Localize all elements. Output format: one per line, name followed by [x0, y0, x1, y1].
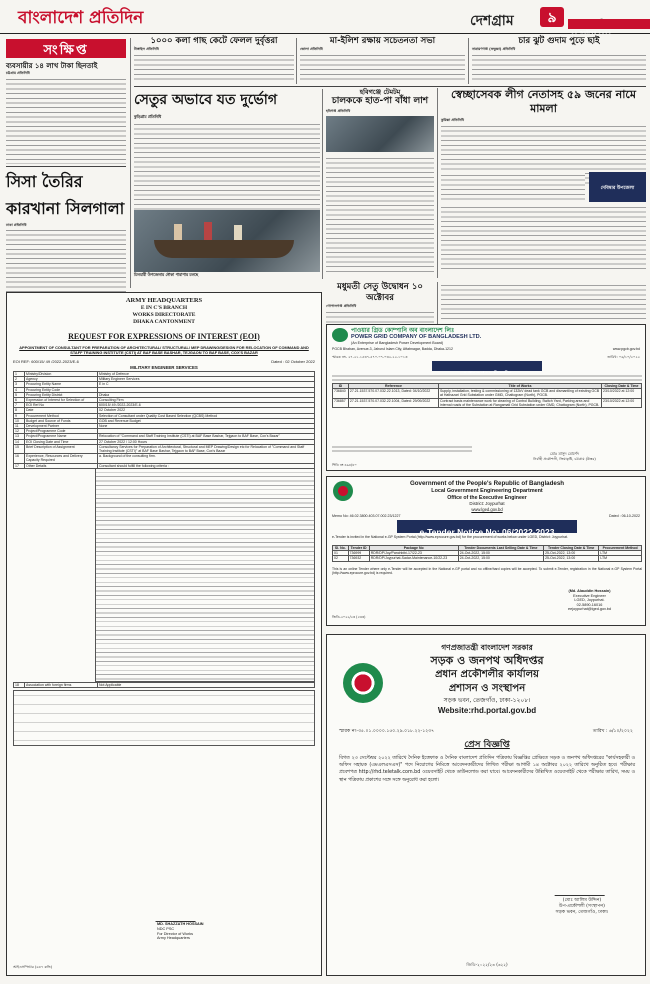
eoi-row-label: Other Details: [25, 463, 98, 468]
lged-dept: Local Government Engineering Department: [431, 487, 543, 494]
eoi-row-label: Development Partner: [25, 424, 98, 429]
eoi-ref: EOI REF: 600/15/ 49 /2022-2023/E-6: [13, 359, 79, 364]
pgcb-banner: [432, 361, 542, 371]
pgcb-signer: মোঃ মাসুদ মোর্শেদ: [550, 451, 579, 456]
signature-scribble: [554, 885, 609, 896]
story-body: [134, 52, 294, 80]
pgcb-column-header: ID: [333, 384, 349, 389]
eoi-row-number: 7: [14, 403, 25, 408]
pgcb-column-header: Closing Date & Time: [602, 384, 642, 389]
story2-byline: হবিগঞ্জ প্রতিনিধি: [326, 109, 351, 113]
eoi-table-row: [14, 434, 315, 439]
pgcb-date: তারিখ: ০৬/১০/২০২২: [607, 355, 640, 359]
story3-byline: কুমিল্লা প্রতিনিধি: [441, 118, 465, 122]
lged-phone: 02-5890-16016: [576, 602, 603, 607]
headline: ১০০০ কলা গাছ কেটে ফেলল দুর্বৃত্তরা: [150, 36, 278, 46]
story3-body-left: [441, 172, 585, 202]
lead-photo: [134, 210, 320, 272]
eoi-row-label: Agency: [25, 377, 98, 382]
pgcb-cell: Supply, installation, testing & commissioning of 132kV dead tank GCB and dismantling of existing GCB at Hathazari Grid Substation under GMD, Chattogram (North), PGCB.: [439, 389, 602, 398]
story3-badge: দেবিদ্বার উপজেলা: [589, 172, 646, 202]
lged-cell: 24-Oct-2022, 15:00: [458, 556, 543, 561]
lged-web: www.lged.gov.bd: [471, 506, 503, 512]
eoi-row-number: 4: [14, 387, 25, 392]
eoi-table-title: MILITARY ENGINEER SERVICES: [130, 365, 198, 370]
lged-cell: 02: [333, 556, 349, 561]
association-row: 18 Association with foreign firms Not Applicable: [13, 682, 315, 688]
lged-column-header: Tender Closing Date & Time: [544, 546, 599, 551]
brief-item-title: ব্যবসায়ীর ১৪ লাখ টাকা ছিনতাই: [6, 62, 98, 70]
pgcb-cell: 23/10/2022 at 12:00: [602, 398, 642, 407]
eoi-row-number: 10: [14, 418, 25, 423]
army-org-2: E IN C'S BRANCH: [140, 305, 188, 311]
lged-ad: [326, 476, 646, 626]
army-org-3: WORKS DIRECTORATE: [132, 312, 196, 318]
rhd-dept: সড়ক ও জনপথ অধিদপ্তর: [430, 654, 544, 667]
story3-body-lower: [441, 204, 646, 272]
pgcb-signer-title: নির্বাহী প্রকৌশলী, ক্রিয়াকৃষ্টি, চট্টগ্রাম (উত্তর): [533, 457, 596, 461]
eoi-subject: APPOINTMENT OF CONSULTANT FOR PREPARATION OF ARCHITECTURAL/ STRUCTURAL/ MEP DRAWING/DESIGN FOR RELOCATION OF COMMAND AND STAFF TRAINING INSTITUTE (CSTI) AT BAF BASE BASHAR, TEJGAON TO BAF BASE, COX'S BAZAR: [19, 345, 309, 355]
power-grid-ad: [326, 324, 646, 471]
eoi-row-number: 17: [14, 463, 25, 468]
lged-column-header: Procurement Method: [599, 546, 642, 551]
lged-column-header: Package No: [369, 546, 458, 551]
eoi-row-label: Project/Programme Code: [25, 429, 98, 434]
top-story-1: [134, 36, 294, 84]
pgcb-footnote: [332, 444, 472, 452]
eoi-row-label: EOI Closing Date and Time: [25, 439, 98, 444]
eoi-row-label: Ministry/Division: [25, 372, 98, 377]
pgcb-cell: 27.21.1537.570.07.032.22.1004, Dated: 29/09/2022: [348, 398, 438, 407]
lged-cell: 01: [333, 551, 349, 556]
association-value: Not Applicable: [98, 682, 315, 687]
lged-tag: জিডি-২০২২/২৩ (২৩৩): [332, 615, 366, 619]
eoi-row-label: Date: [25, 408, 98, 413]
army-org-4: DHAKA CANTONMENT: [133, 319, 195, 325]
eoi-row-label: Brief Description of Assignment: [25, 444, 98, 453]
eoi-row-number: 12: [14, 429, 25, 434]
pgcb-web: www.pgcb.gov.bd: [612, 347, 640, 351]
eoi-heading: REQUEST FOR EXPRESSIONS OF INTEREST (EOI): [68, 332, 260, 341]
pgcb-address: PGCB Bhaban, Avenue-3, Jahurul Islam City, Aftabnagar, Badda, Dhaka-1212: [332, 347, 453, 351]
eoi-row-number: 13: [14, 434, 25, 439]
lged-district: District: Joypurhat: [469, 501, 505, 506]
logo-text: বাংলাদেশ প্রতিদিন: [18, 8, 144, 28]
eoi-row-label: Procuring Entity Name: [25, 382, 98, 387]
signer-role: Army Headquarters: [157, 936, 190, 941]
army-signature-block: [157, 913, 307, 968]
pgcb-name-bn: পাওয়ার গ্রিড কোম্পানি অব বাংলাদেশ লিঃ: [351, 327, 455, 334]
eoi-table-row: [14, 454, 315, 463]
brief-item-body: [6, 76, 126, 164]
eoi-row-value: Consultant should fulfill the following criteria :: [98, 463, 315, 468]
lged-cell: RDR/DP/Joypurhat-Sadar-Maintenance-10/22-23: [369, 556, 458, 561]
page-number-badge: ৯: [540, 7, 564, 27]
lged-office: Office of the Executive Engineer: [447, 494, 527, 501]
lged-date: Dated : 06-10-2022: [609, 514, 640, 518]
rhd-body: বিগত ২৩ সেপ্টেম্বর ২০২২ তারিখে দৈনিক ইত্তেফাক ও দৈনিক বাংলাদেশ প্রতিদিন পত্রিকায় বিজ্ঞপ্তির প্রেক্ষিতে সড়ক ও জনপথ অধিদপ্তরের "কার্যসহকারী ও অফিস সহায়ক (এমএলএসএস)" পদে নিয়োগের নিমিত্তে আবেদনকারীদের লিখিত পরীক্ষা আগামী ১৪ অক্টোবর ২০২২ তারিখে অনুষ্ঠিত হবে। পরীক্ষার প্রবেশপত্র http://rhd.teletalk.com.bd ওয়েবসাইট থেকে ডাউনলোড করা যাবে। আবেদনকারীদের উল্লিখিত ওয়েবসাইট থেকে পরীক্ষার তারিখ, সময় ও স্থান পত্রিকায় প্রকাশের সঙ্গে সঙ্গে অনুরোধ করা হলো।: [339, 756, 635, 783]
lged-signer-office: LGED, Joypurhat.: [574, 598, 605, 603]
rhd-tag: জিডি-২০২২/২৩ (৩২২): [466, 962, 508, 967]
eoi-table-row: [14, 444, 315, 453]
lead-caption: চিলমারী উপজেলার নৌকা পারাপার চলছে: [134, 272, 199, 277]
pgcb-cell: 736857: [333, 398, 349, 407]
newspaper-logo: [18, 6, 188, 30]
eoi-row-number: 16: [14, 454, 25, 463]
byline: নারায়ণগঞ্জ (ফতুল্লা) প্রতিনিধি: [472, 47, 516, 51]
eoi-row-value: GOB and Revenue Budget: [98, 418, 315, 423]
eoi-row-value: a. Background of the consulting firm.: [98, 454, 315, 463]
lged-note: This is an online Tender where only e-Tender will be accepted in the National e-GP portal and no offline/hard copies will be accepted. To submit e-Tender, registration in the National e-GP System Portal (http://www.eprocure.gov.bd) is required.: [332, 567, 642, 576]
lged-cell: LTM: [599, 551, 642, 556]
lead-body-right: [230, 121, 320, 207]
eoi-row-value: 600/15/ 49 /2022-2023/E-6: [98, 403, 315, 408]
eoi-row-label: Procurement Method: [25, 413, 98, 418]
rhd-memo: স্মারক নং-৩৫.০১.০০০০.১৫০.২৯.০১৮.২২-১২৩৭: [339, 729, 435, 734]
byline: টাঙ্গাইল প্রতিনিধি: [134, 47, 159, 51]
eoi-row-number: 11: [14, 424, 25, 429]
eoi-date: Dated : 02 October 2022: [271, 359, 315, 364]
pgcb-column-header: Reference: [348, 384, 438, 389]
brief-column: [6, 62, 126, 284]
lged-column-header: Tender ID: [348, 546, 369, 551]
eoi-row-number: 14: [14, 439, 25, 444]
lged-signer: (Md. Alauddin Hossain): [568, 589, 611, 593]
lead-headline: সেতুর অভাবে যত দুর্ভোগ: [134, 92, 278, 108]
signer-title: For Director of Works: [157, 931, 194, 936]
rhd-gov: গণপ্রজাতন্ত্রী বাংলাদেশ সরকার: [441, 643, 533, 652]
pgcb-intro: [332, 373, 642, 381]
lged-cell: 25-Oct-2022, 13:00: [544, 551, 599, 556]
eoi-row-value: E in C: [98, 382, 315, 387]
rhd-signer-name: (মোঃ আলিম উদ্দিন): [562, 898, 602, 903]
eoi-row-label: Budget and Source of Funds: [25, 418, 98, 423]
eoi-row-label: Project/Programme Name: [25, 434, 98, 439]
pgcb-logo-icon: [332, 328, 348, 342]
headline: মা-ইলিশ রক্ষায় সচেতনতা সভা: [329, 36, 436, 46]
army-footer-code: আইএসপিআর (৬৪৭ কভি): [13, 965, 53, 969]
story2-photo: [326, 116, 434, 152]
pgcb-memo: স্মারক নং- ২৭.২১.১৫৩৭.৫৭০.০৭.০৩২.২২.১০১৩: [332, 355, 408, 359]
pgcb-tender-row: [333, 398, 642, 407]
lged-email: eejoypurhat@lged.gov.bd: [567, 607, 612, 612]
lged-memo: Memo No: 46.02.3800.403.07.002.23/1227: [332, 514, 401, 518]
eoi-row-value: Relocation of "Command and Staff Training Institute (CSTI) at BAF Base Bashar, Tejgaon to BAF Base, Cox's Bazar": [98, 434, 315, 439]
story3-headline: স্বেচ্ছাসেবক লীগ নেতাসহ ৫৯ জনের নামে মামলা: [451, 88, 636, 115]
lged-signer-title: Executive Engineer: [573, 593, 606, 598]
eoi-row-label: EOI Ref No: [25, 403, 98, 408]
lged-cell: 736999: [348, 551, 369, 556]
lged-cell: 25-Oct-2022, 13:00: [544, 556, 599, 561]
eoi-row-label: Procuring Entity Code: [25, 387, 98, 392]
eoi-row-value: Consultancy Services for Preparation of Architectural, Structural and MEP Drawing/Design etc for Relocation of "Command and Staff Training Institute (CSTI)" at BAF Base Bashar, Tejgaon to BAF Base, Cox's Bazar: [98, 444, 315, 453]
lged-tender-table: [332, 545, 642, 562]
pgcb-name-en: POWER GRID COMPANY OF BANGLADESH LTD.: [351, 334, 482, 340]
masthead: [0, 0, 650, 34]
lged-column-header: Tender Documents Last Selling Date & Time: [458, 546, 543, 551]
lged-gov: Government of the People's Republic of Bangladesh: [409, 480, 565, 487]
eoi-row-value: Military Engineer Services: [98, 377, 315, 382]
story4-byline: গোপালগঞ্জ প্রতিনিধি: [326, 304, 357, 308]
story3-continued: [441, 282, 646, 320]
byline: ভোলা প্রতিনিধি: [300, 47, 323, 51]
eoi-row-number: 6: [14, 398, 25, 403]
lged-intro: e-Tender is invited in the National e-GP System Portal (http://www.eprocure.gov.bd) for the procurement of works below under LGED, District: Joypurhat.: [332, 535, 569, 539]
date-english: ২২ অক্টোবর ২০২২: [568, 19, 650, 29]
brief-item-title: সিসা তৈরির কারখানা সিলগালা: [6, 171, 125, 218]
rhd-date: তারিখ : ৬/১০/২০২২: [592, 729, 633, 734]
eoi-row-number: 9: [14, 413, 25, 418]
story3: [441, 88, 646, 278]
story2-kicker: হবিগঞ্জে টেমটম: [359, 88, 401, 96]
eoi-row-number: 1: [14, 372, 25, 377]
eoi-row-number: 8: [14, 408, 25, 413]
pgcb-tender-table: [332, 383, 642, 408]
eoi-row-value: 02 October 2022: [98, 408, 315, 413]
eoi-criteria-text: [95, 469, 315, 682]
signature-scribble: [155, 913, 198, 922]
lged-cell: LTM: [599, 556, 642, 561]
lged-cell: 736932: [348, 556, 369, 561]
story-body: [300, 52, 465, 80]
top-story-2: [300, 36, 465, 84]
eoi-row-number: 5: [14, 392, 25, 397]
eoi-row-label: Experience, Resources and Delivery Capacity Required: [25, 454, 98, 463]
pgcb-cell: Contract basis maintenance work for cleaning of Control Building, Switch Yard, Parking area and internal roads of the Substation at Rangamati Grid Substation under GMD, Chattogram (North), PGCB.: [439, 398, 602, 407]
eoi-row-label: Expression of Interest for Selection of: [25, 398, 98, 403]
brief-label: সংক্ষিপ্ত: [6, 39, 126, 58]
eoi-table: [13, 371, 315, 469]
story-body: [472, 52, 646, 80]
eoi-row-number: 15: [14, 444, 25, 453]
eoi-row-value: Ministry of Defence: [98, 372, 315, 377]
headline: চার ঝুট গুদাম পুড়ে ছাই: [518, 36, 600, 46]
rhd-office-2: প্রশাসন ও সংস্থাপন: [448, 683, 526, 694]
eoi-row-value: Consulting Firm: [98, 398, 315, 403]
eoi-row-value: 27 October 2022 / 12:00 Hours: [98, 439, 315, 444]
eoi-row-value: Dhaka: [98, 392, 315, 397]
section-title: দেশগ্রাম: [470, 13, 514, 29]
army-eoi-ad: [6, 292, 322, 976]
rhd-address: সড়ক ভবন, তেজগাঁও, ঢাকা-১২০৮।: [443, 697, 531, 704]
army-org-1: ARMY HEADQUARTERS: [125, 297, 203, 304]
lged-cell: RDR/DP/Joy/Panchbibi-17/22-23: [369, 551, 458, 556]
story2: [326, 88, 434, 278]
top-story-3: [472, 36, 646, 84]
eoi-ref-table: [13, 690, 315, 746]
story2-body: [326, 155, 434, 273]
story2-headline: চালককে হাত-পা বাঁধা লাশ: [331, 96, 429, 106]
eoi-table-row: [14, 463, 315, 468]
rhd-office-1: প্রধান প্রকৌশলীর কার্যালয়: [435, 669, 539, 680]
lged-tender-row: [333, 556, 642, 561]
rhd-signer-title: উপ-প্রকৌশলী (সংস্থাপন): [559, 904, 605, 909]
eoi-row-value: Selection of Consultant under Quality Cost Based Selection (QCBS) Method: [98, 413, 315, 418]
pgcb-tag: পিডি নং ৪৯৪/৪০: [332, 463, 357, 467]
brief-item-byline: ঢাকা প্রতিনিধি: [6, 222, 27, 227]
eoi-row-value: None: [98, 424, 315, 429]
roads-highways-ad: [326, 634, 646, 976]
eoi-row-label: Procuring Entity District: [25, 392, 98, 397]
lged-logo-icon: [333, 481, 353, 501]
signer-rank: NDC PSC: [157, 926, 175, 931]
rhd-heading: প্রেস বিজ্ঞপ্তি: [464, 740, 510, 750]
rhd-signer-office: সড়ক ভবন, তেজগাঁও, ঢাকা।: [555, 910, 609, 915]
rhd-logo-icon: [343, 663, 383, 703]
eoi-row-number: 3: [14, 382, 25, 387]
lged-banner: e-Tender Notice No: 06/2022-2023: [397, 520, 577, 533]
pgcb-column-header: Title of Works: [439, 384, 602, 389]
rhd-web: Website:rhd.portal.gov.bd: [437, 706, 537, 715]
eoi-row-number: 2: [14, 377, 25, 382]
date-line: [568, 8, 650, 18]
pgcb-cell: 736840: [333, 389, 349, 398]
story4-headline: মধুমতী সেতু উদ্বোধন ১০ অক্টোবর: [337, 282, 423, 303]
association-label: Association with foreign firms: [25, 682, 98, 687]
pgcb-cell: 23/10/2022 at 12:00: [602, 389, 642, 398]
lged-cell: 24-Oct-2022, 15:00: [458, 551, 543, 556]
pgcb-sub: (An Enterprise of Bangladesh Power Development Board): [351, 340, 444, 345]
signer-name: MD. SHAZZATH HOSSAIN: [157, 922, 204, 926]
lead-byline: কুড়িগ্রাম প্রতিনিধি: [134, 114, 162, 119]
pgcb-tender-row: [333, 389, 642, 398]
brief-item-byline: চট্টগ্রাম প্রতিনিধি: [6, 71, 30, 75]
lged-column-header: SI. No.: [333, 546, 349, 551]
pgcb-cell: 27.21.1537.570.07.032.22.1013, Dated: 04/10/2022: [348, 389, 438, 398]
